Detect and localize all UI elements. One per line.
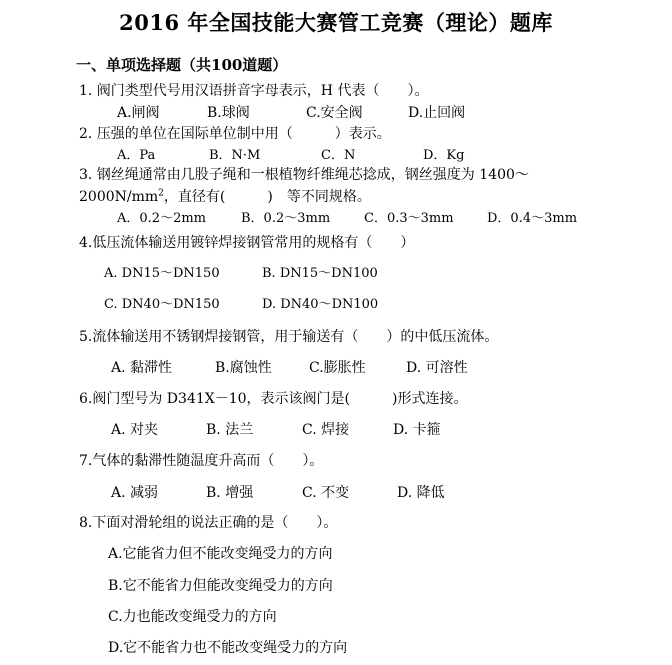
question-3-option-d: D．0.4～3mm bbox=[487, 211, 578, 226]
question-5-option-a: A. 黏滞性 bbox=[111, 360, 173, 376]
question-3-option-b: B．0.2～3mm bbox=[241, 211, 331, 226]
question-5-stem: 5.流体输送用不锈钢焊接钢管，用于输送有（ ）的中低压流体。 bbox=[79, 329, 499, 345]
question-1-stem: 1. 阀门类型代号用汉语拼音字母表示，H 代表（ ）。 bbox=[79, 83, 429, 99]
page-title: 2016 年全国技能大赛管工竞赛（理论）题库 bbox=[119, 10, 553, 35]
question-3-stem-line2 bbox=[79, 188, 371, 206]
question-8-option-b: B.它不能省力但能改变绳受力的方向 bbox=[108, 578, 333, 594]
question-1-option-c: C.安全阀 bbox=[306, 105, 363, 121]
question-2-option-c: C．N bbox=[321, 148, 356, 163]
question-8-option-c: C.力也能改变绳受力的方向 bbox=[108, 609, 277, 625]
stem-part: ，直径有( ) 等不同规格。 bbox=[163, 189, 371, 205]
question-8-stem: 8.下面对滑轮组的说法正确的是（ ）。 bbox=[79, 515, 338, 531]
question-2-stem: 2. 压强的单位在国际单位制中用（ ）表示。 bbox=[79, 126, 391, 142]
question-4-option-d: D. DN40～DN100 bbox=[262, 297, 379, 312]
question-6-option-b: B. 法兰 bbox=[206, 422, 254, 438]
question-4-option-b: B. DN15～DN100 bbox=[262, 266, 378, 281]
superscript: 2 bbox=[158, 188, 164, 199]
question-6-option-d: D. 卡箍 bbox=[393, 422, 441, 438]
question-6-option-a: A. 对夹 bbox=[111, 422, 159, 438]
question-7-option-a: A. 减弱 bbox=[111, 485, 159, 501]
question-1-option-d: D.止回阀 bbox=[408, 105, 466, 121]
question-2-option-d: D．Kg bbox=[423, 148, 465, 163]
question-4-option-c: C. DN40～DN150 bbox=[104, 297, 220, 312]
question-3-stem-line1: 3. 钢丝绳通常由几股子绳和一根植物纤维绳芯捻成，钢丝强度为 1400～ bbox=[79, 167, 529, 183]
section-heading: 一、单项选择题（共100道题） bbox=[76, 56, 288, 74]
question-3-option-a: A．0.2～2mm bbox=[117, 211, 206, 226]
question-1-option-a: A.闸阀 bbox=[117, 105, 160, 121]
question-5-option-c: C.膨胀性 bbox=[309, 360, 366, 376]
question-5-option-d: D. 可溶性 bbox=[406, 360, 468, 376]
question-8-option-d: D.它不能省力也不能改变绳受力的方向 bbox=[108, 640, 348, 656]
question-2-option-a: A．Pa bbox=[117, 148, 156, 163]
question-8-option-a: A.它能省力但不能改变绳受力的方向 bbox=[108, 546, 333, 562]
stem-part: 2000N/mm bbox=[79, 189, 159, 205]
question-4-stem: 4.低压流体输送用镀锌焊接钢管常用的规格有（ ） bbox=[79, 235, 415, 251]
question-1-option-b: B.球阀 bbox=[207, 105, 250, 121]
question-4-option-a: A. DN15～DN150 bbox=[104, 266, 220, 281]
question-6-stem: 6.阀门型号为 D341X－10，表示该阀门是( )形式连接。 bbox=[79, 391, 468, 407]
question-7-stem: 7.气体的黏滞性随温度升高而（ ）。 bbox=[79, 453, 324, 469]
question-2-option-b: B．N·M bbox=[209, 148, 261, 163]
question-7-option-d: D. 降低 bbox=[397, 485, 445, 501]
question-3-option-c: C．0.3～3mm bbox=[364, 211, 454, 226]
question-6-option-c: C. 焊接 bbox=[302, 422, 350, 438]
question-5-option-b: B.腐蚀性 bbox=[215, 360, 272, 376]
question-7-option-c: C. 不变 bbox=[302, 485, 350, 501]
question-7-option-b: B. 增强 bbox=[206, 485, 254, 501]
